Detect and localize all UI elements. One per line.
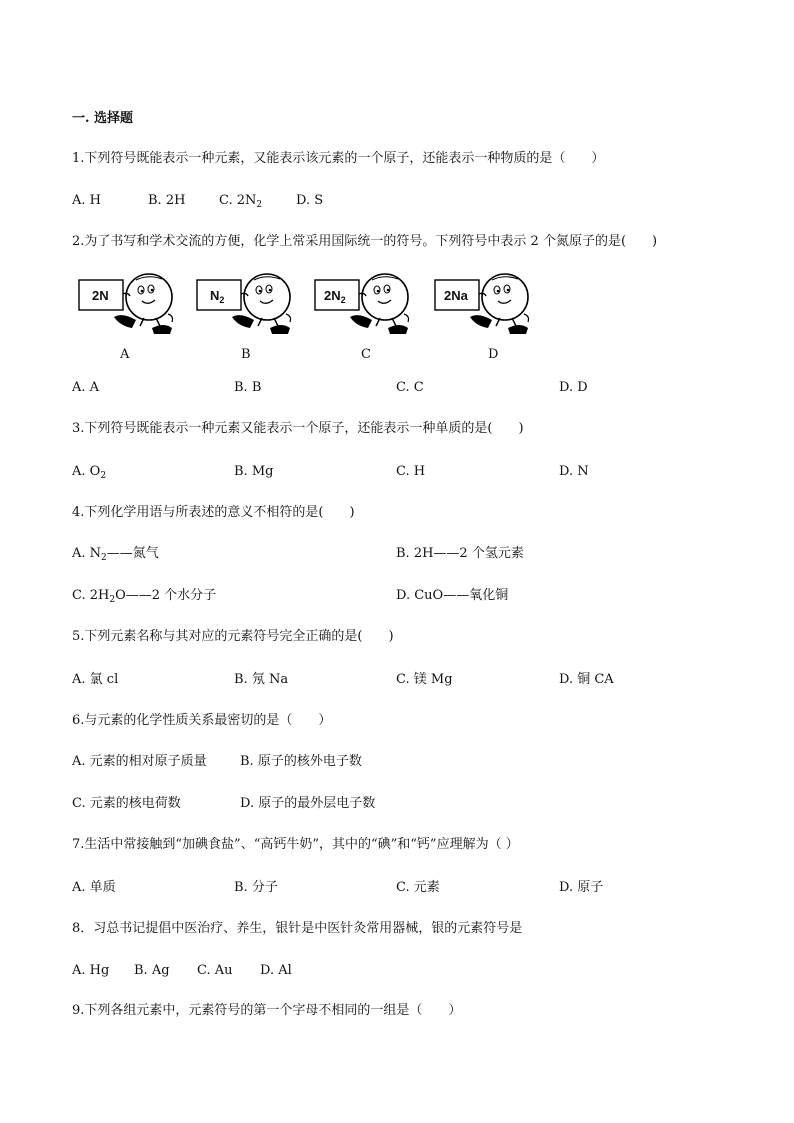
question-4-stem: 4.下列化学用语与所表述的意义不相符的是( )	[72, 505, 355, 520]
question-3-stem: 3.下列符号既能表示一种元素又能表示一个原子，还能表示一种单质的是( )	[72, 421, 524, 436]
q7-option-b: B. 分子	[234, 880, 278, 895]
q4-option-a: A. $N_2——$氮气	[72, 546, 159, 563]
q2-option-a: A. A	[72, 380, 100, 395]
figure-letter-a: A	[120, 347, 130, 362]
figure-letter-b: B	[241, 347, 251, 362]
q5-option-b: B. 氖 Na	[234, 672, 289, 687]
q2-option-b: B. B	[234, 380, 262, 395]
q7-option-a: A. 单质	[72, 880, 116, 895]
q6-option-b: B. 原子的核外电子数	[240, 754, 362, 769]
q5-option-c: C. 镁 Mg	[396, 672, 453, 687]
q3-option-d: D. N	[559, 464, 589, 479]
q3-option-b: B. Mg	[234, 464, 274, 479]
q3-option-c: C. H	[396, 464, 426, 479]
section-title: 一. 选择题	[72, 111, 134, 126]
question-8-stem: 8．习总书记提倡中医治疗、养生，银针是中医针灸常用器械，银的元素符号是	[72, 921, 523, 936]
q7-option-c: C. 元素	[396, 880, 440, 895]
question-7-stem: 7.生活中常接触到“加碘食盐”、“高钙牛奶”，其中的“碘”和“钙”应理解为（ ）	[72, 837, 519, 852]
mascot-holding-card-icon	[78, 270, 188, 340]
figure-card-a	[78, 270, 188, 340]
q5-option-a: A. 氯 cl	[72, 672, 119, 687]
question-9-stem: 9.下列各组元素中，元素符号的第一个字母不相同的一组是（ ）	[72, 1003, 462, 1018]
q6-option-c: C. 元素的核电荷数	[72, 796, 181, 811]
q1-option-c: C. $2N_2$	[219, 193, 263, 210]
mascot-holding-card-icon	[434, 270, 544, 340]
q3-option-a: A. $O_2$	[72, 464, 107, 481]
mascot-holding-card-icon	[314, 270, 424, 340]
q2-option-d: D. D	[559, 380, 588, 395]
figure-card-b	[196, 270, 306, 340]
card-label-a: 2N	[92, 288, 109, 303]
q6-option-d: D. 原子的最外层电子数	[240, 796, 376, 811]
figure-letter-d: D	[488, 347, 499, 362]
card-label-d: 2Na	[444, 288, 468, 303]
question-5-stem: 5.下列元素名称与其对应的元素符号完全正确的是( )	[72, 629, 394, 644]
card-label-b: $N_2$	[210, 288, 225, 305]
mascot-holding-card-icon	[196, 270, 306, 340]
q7-option-d: D. 原子	[559, 880, 604, 895]
q6-option-a: A. 元素的相对原子质量	[72, 754, 207, 769]
q8-option-d: D. Al	[260, 963, 292, 978]
q8-option-c: C. Au	[197, 963, 233, 978]
q1-option-b: B. 2H	[148, 193, 186, 208]
q1-option-d: D. S	[296, 193, 324, 208]
q4-option-d: D. CuO——氧化铜	[396, 588, 509, 603]
question-1-stem: 1.下列符号既能表示一种元素，又能表示该元素的一个原子，还能表示一种物质的是（ ）	[72, 151, 605, 166]
question-6-stem: 6.与元素的化学性质关系最密切的是（ ）	[72, 713, 332, 728]
q4-option-b: B. 2H——2 个氢元素	[396, 546, 524, 561]
question-2-stem: 2.为了书写和学术交流的方便，化学上常采用国际统一的符号。下列符号中表示 2 个氮原子的是( )	[72, 234, 658, 249]
q1-option-a: A. H	[72, 193, 101, 208]
q4-option-c: C. $2H_2O——2$ 个水分子	[72, 588, 217, 605]
q8-option-b: B. Ag	[134, 963, 170, 978]
figure-card-d	[434, 270, 544, 340]
q8-option-a: A. Hg	[72, 963, 110, 978]
q5-option-d: D. 铜 CA	[559, 672, 614, 687]
figure-card-c	[314, 270, 424, 340]
figure-letter-c: C	[361, 347, 371, 362]
q2-option-c: C. C	[396, 380, 424, 395]
card-label-c: $2N_2$	[324, 288, 346, 305]
